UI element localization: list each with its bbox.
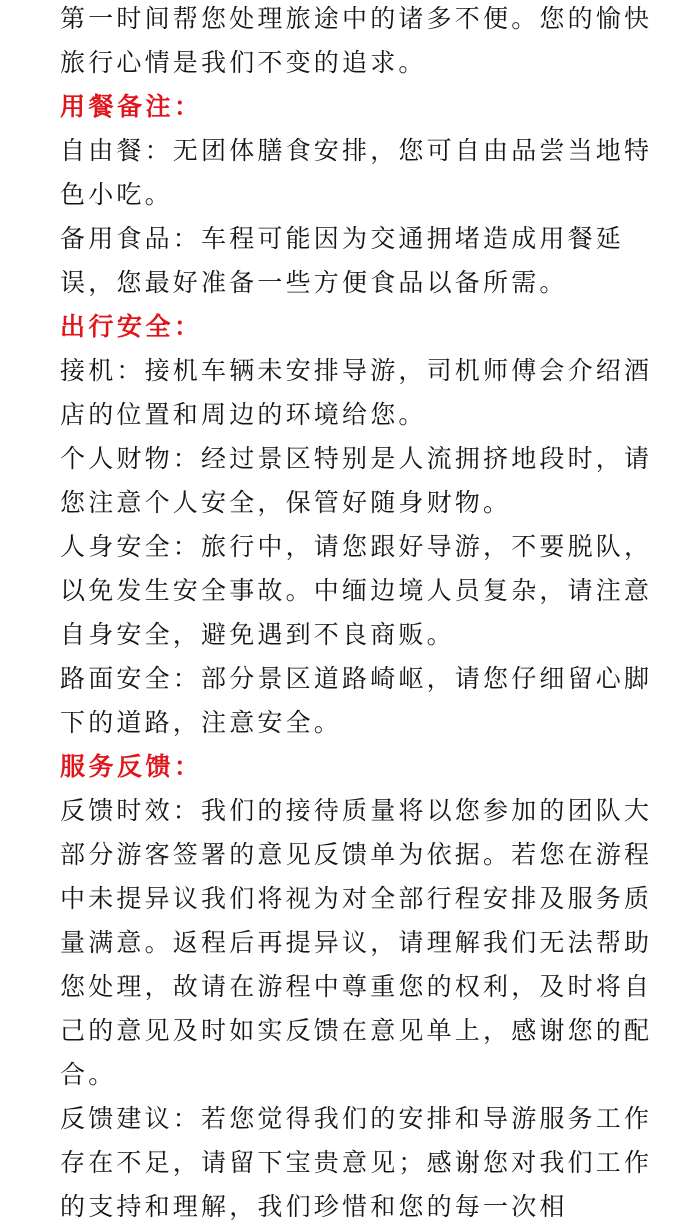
feedback-timeliness-paragraph: 反馈时效：我们的接待质量将以您参加的团队大部分游客签署的意见反馈单为依据。若您在游程中未提异议我们将视为对全部行程安排及服务质量满意。返程后再提异议，请理解我们无法帮助您处理，故请在游程中尊重您的权利，及时将自己的意见及时如实反馈在意见单上，感谢您的配合。 (60, 796, 653, 1089)
dining-backup-food-paragraph: 备用食品：车程可能因为交通拥堵造成用餐延误，您最好准备一些方便食品以备所需。 (60, 224, 625, 297)
safety-personal-paragraph: 人身安全：旅行中，请您跟好导游，不要脱队，以免发生安全事故。中缅边境人员复杂，请注意自身安全，避免遇到不良商贩。 (60, 532, 653, 649)
section-heading-feedback: 服务反馈： (60, 752, 203, 781)
safety-pickup-paragraph: 接机：接机车辆未安排导游，司机师傅会介绍酒店的位置和周边的环境给您。 (60, 356, 653, 429)
dining-free-meal-paragraph: 自由餐：无团体膳食安排，您可自由品尝当地特色小吃。 (60, 136, 653, 209)
feedback-suggestion-paragraph: 反馈建议：若您觉得我们的安排和导游服务工作存在不足，请留下宝贵意见；感谢您对我们工作的支持和理解，我们珍惜和您的每一次相 (60, 1104, 653, 1221)
intro-paragraph: 第一时间帮您处理旅途中的诸多不便。您的愉快旅行心情是我们不变的追求。 (60, 4, 653, 77)
travel-notes-document (60, 0, 680, 1229)
safety-road-paragraph: 路面安全：部分景区道路崎岖，请您仔细留心脚下的道路，注意安全。 (60, 664, 653, 737)
section-heading-dining: 用餐备注： (60, 92, 203, 121)
safety-belongings-paragraph: 个人财物：经过景区特别是人流拥挤地段时，请您注意个人安全，保管好随身财物。 (60, 444, 653, 517)
section-heading-safety: 出行安全： (60, 312, 203, 341)
